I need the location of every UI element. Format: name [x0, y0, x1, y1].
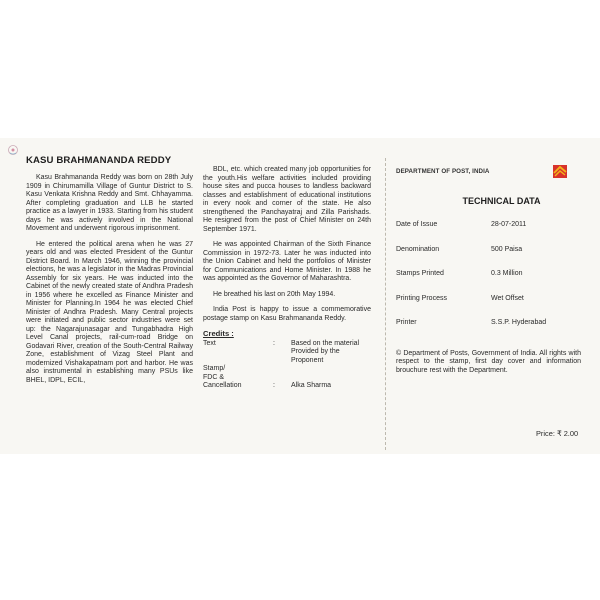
copyright-notice: © Department of Posts, Government of India. All rights with respect to the stamp, first day cover and information brouchure rest with the Department.: [396, 349, 581, 374]
small-emblem-icon: [7, 144, 19, 156]
credit-colon: :: [273, 382, 275, 389]
biography-paragraph: India Post is happy to issue a commemorative postage stamp on Kasu Brahmananda Reddy.: [203, 306, 371, 322]
technical-label: Printer: [396, 319, 417, 326]
biography-paragraph: He was appointed Chairman of the Sixth Finance Commission in 1972-73. Later he was inducted into the Union Cabinet and held the portfolios of Minister for Communications and Home Minister. In 1988 he was appointed as the Governor of Maharashtra.: [203, 241, 371, 282]
biography-paragraph: He breathed his last on 20th May 1994.: [213, 290, 336, 298]
biography-column-2: [203, 166, 371, 391]
technical-value: S.S.P. Hyderabad: [491, 319, 547, 326]
technical-row: [396, 294, 583, 319]
technical-label: Denomination: [396, 245, 440, 253]
credit-colon: [273, 374, 291, 383]
technical-data-title: TECHNICAL DATA: [462, 195, 541, 206]
technical-value: 28-07-2011: [491, 221, 527, 228]
credit-label: Text: [203, 339, 216, 347]
technical-column: [396, 168, 583, 438]
credits-title: Credits :: [203, 329, 234, 338]
technical-value: 0.3 Million: [491, 270, 523, 277]
credit-colon: [273, 365, 291, 374]
credit-row: [203, 382, 371, 391]
credit-value: Alka Sharma: [291, 382, 332, 389]
india-post-logo: [553, 162, 567, 178]
credit-value: [291, 374, 371, 383]
technical-label: Printing Process: [396, 294, 447, 302]
technical-value: 500 Paisa: [491, 245, 523, 253]
credit-row: [203, 340, 371, 366]
biography-paragraph: He entered the political arena when he was 27 years old and was elected President of the Guntur District Board. In March 1946, winning the provincial elections, he was a legislator in the Madras Provincial Assembly for six years. He was inducted into the Cabinet of the newly created state of Andhra Pradesh in 1956 where he excelled as Finance Minister and Minister for Planning.In 1964 he was elected Chief Minister of Andhra Pradesh. Many Central projects were initiated and public sector industries were set up: the Nagarajunasagar and Tungabhadra High Level Canal projects, rail-cum-road Bridge on Godavari River, creation of the South-Central Railway Zone, establishment of Vizag Steel Plant and modernized Vishakapatnam port and harbor. He was also instrumental in establishing many PSUs like BHEL, IDPL, ECIL,: [26, 240, 193, 384]
technical-row: [396, 220, 583, 245]
perforation-divider: [385, 158, 386, 450]
department-name: DEPARTMENT OF POST, INDIA: [396, 168, 490, 175]
credit-label: FDC &: [203, 373, 224, 381]
biography-column-1: [26, 155, 193, 392]
biography-title: KASU BRAHMANANDA REDDY: [26, 155, 172, 166]
credit-value: [291, 365, 371, 374]
technical-label: Stamps Printed: [396, 270, 444, 277]
technical-value: Wet Offset: [491, 294, 524, 302]
technical-label: Date of Issue: [396, 221, 438, 228]
credit-colon: :: [273, 339, 275, 347]
brochure-sheet: [0, 138, 600, 454]
credit-label: Stamp/: [203, 365, 226, 372]
credit-label: Cancellation: [203, 382, 242, 389]
technical-row: [396, 269, 583, 294]
technical-row: [396, 245, 583, 270]
biography-paragraph: Kasu Brahmananda Reddy was born on 28th July 1909 in Chirumamilla Village of Guntur District to S. Kasu Venkata Krishna Reddy and Smt. Chhayamma. After completing graduation and LLB he started practice as a lawyer in 1933. Starting from his student days he was actively involved in the National Movement and underwent rigorous imprisonment.: [26, 174, 193, 232]
credit-row: [203, 374, 371, 383]
price-label: Price: ₹ 2.00: [536, 429, 579, 438]
credit-row: [203, 365, 371, 374]
credit-value: Based on the material Provided by the Proponent: [291, 339, 360, 364]
biography-paragraph: BDL, etc. which created many job opportunities for the youth.His welfare activities included providing house sites and pucca houses to landless backward classes and establishment of educational institutions in every nook and corner of the state. He also strengthened the Panchayatraj and Zilla Parishads. He resigned from the post of Chief Minister on 24th September 1971.: [203, 166, 371, 233]
technical-row: [396, 318, 583, 343]
